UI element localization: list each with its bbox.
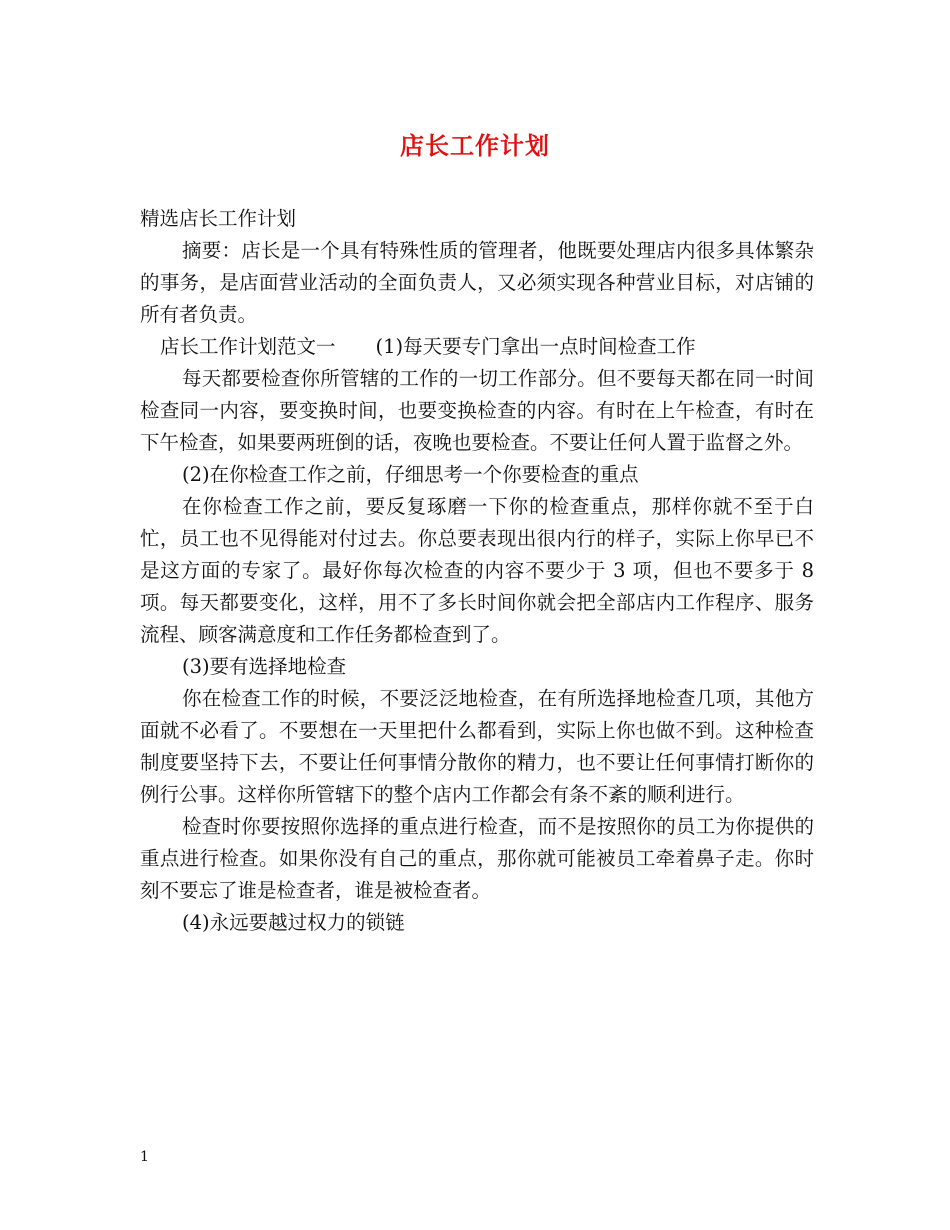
point-1-heading: (1)每天要专门拿出一点时间检查工作 <box>375 335 696 358</box>
abstract-paragraph: 摘要：店长是一个具有特殊性质的管理者，他既要处理店内很多具体繁杂的事务，是店面营业活动的全面负责人，又必须实现各种营业目标，对店铺的所有者负责。 <box>140 239 814 326</box>
point-3-heading: (3)要有选择地检查 <box>182 655 347 678</box>
section-heading: 精选店长工作计划 <box>140 207 297 230</box>
body-paragraph: 检查时你要按照你选择的重点进行检查，而不是按照你的员工为你提供的重点进行检查。如果你没有自己的重点，那你就可能被员工牵着鼻子走。你时刻不要忘了谁是检查者，谁是被检查者。 <box>140 815 814 902</box>
body-paragraph: 你在检查工作的时候，不要泛泛地检查，在有所选择地检查几项，其他方面就不必看了。不要想在一天里把什么都看到，实际上你也做不到。这种检查制度要坚持下去，不要让任何事情分散你的精力，也不要让任何事情打断你的例行公事。这样你所管辖下的整个店内工作都会有条不紊的顺利进行。 <box>140 687 814 806</box>
document-body <box>140 203 814 939</box>
point-4-heading: (4)永远要越过权力的锁链 <box>182 911 405 934</box>
document-title: 店长工作计划 <box>400 131 550 160</box>
page-number: 1 <box>140 1149 149 1165</box>
point-2-heading: (2)在你检查工作之前，仔细思考一个你要检查的重点 <box>182 463 639 486</box>
sample-heading: 店长工作计划范文一 <box>160 335 336 358</box>
sample-heading-line <box>140 331 814 363</box>
body-paragraph: 每天都要检查你所管辖的工作的一切工作部分。但不要每天都在同一时间检查同一内容，要变换时间，也要变换检查的内容。有时在上午检查，有时在下午检查，如果要两班倒的话，夜晚也要检查。不要让任何人置于监督之外。 <box>140 367 814 454</box>
body-paragraph: 在你检查工作之前，要反复琢磨一下你的检查重点，那样你就不至于白忙，员工也不见得能对付过去。你总要表现出很内行的样子，实际上你早已不是这方面的专家了。最好你每次检查的内容不要少于 3 项，但也不要多于 8 项。每天都要变化，这样，用不了多长时间你就会把全部店内工作程序、服务流程、顾客满意度和工作任务都检查到了。 <box>140 495 814 646</box>
